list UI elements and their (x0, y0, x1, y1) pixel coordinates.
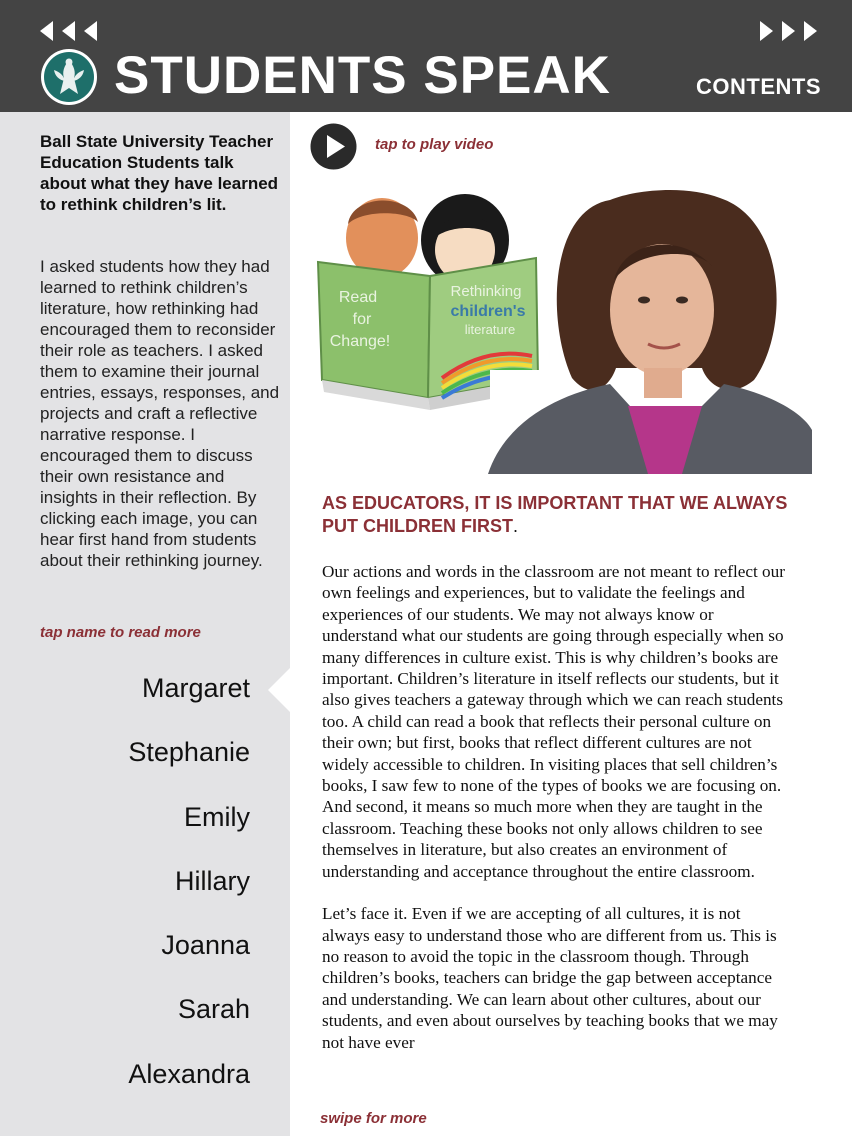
headline-text: AS EDUCATORS, IT IS IMPORTANT THAT WE ALWAYS PUT CHILDREN FIRST (322, 493, 788, 536)
student-name-alexandra[interactable]: Alexandra (128, 1058, 250, 1089)
student-name-list (40, 666, 250, 1116)
student-name-hillary[interactable]: Hillary (174, 865, 250, 896)
article-body[interactable] (322, 561, 792, 1089)
book-right-line-2: children's (450, 303, 526, 320)
tap-to-play-label[interactable]: tap to play video (375, 136, 494, 153)
tap-name-hint: tap name to read more (40, 624, 201, 641)
student-name-emily[interactable]: Emily (184, 801, 250, 832)
book-left-line-2: for (352, 311, 372, 328)
previous-arrows-icon[interactable] (40, 20, 102, 42)
student-name-joanna[interactable]: Joanna (161, 930, 250, 961)
header-bar (0, 0, 852, 112)
book-left-line-1: Read (338, 289, 378, 306)
intro-body: I asked students how they had learned to rethink children’s literature, how rethinking had encouraged them to reconsider their role as teachers. I asked them to examine their journal entries, essays, responses, and projects and craft a reflective narrative response. I encouraged them to discuss their own resistance and insights in their reflection. By clicking each image, you can hear first hand from students about their rethinking journey. (40, 257, 280, 570)
page-title: STUDENTS SPEAK (114, 46, 611, 105)
article-paragraph-2: Let’s face it. Even if we are accepting of all cultures, it is not always easy to understand those who are different from us. This is no reason to avoid the topic in the classroom though. Through children’s books, teachers can bridge the gap between acceptance and understanding. We can learn about other cultures, about our students, and even about ourselves by teaching books that we may not have ever (322, 904, 778, 1052)
book-right-line-3: literature (464, 322, 516, 337)
selection-pointer (268, 668, 290, 712)
book-left-line-3: Change! (329, 333, 391, 350)
article-paragraph-1: Our actions and words in the classroom are not meant to reflect our own feelings and experiences, but to validate the feelings and experiences of our students. We may not always know or understand what our students are going through especially when so many differences in culture exist. This is why children’s books are important. Children’s literature in itself reflects our students, but it also gives teachers a gateway through which we can reach students too. A child can read a book that reflects their personal culture on their own; but first, books that reflect different cultures are not widely accessible to children. In visiting places that sell children’s books, I saw few to none of the types of books we are focusing on. And second, it means so much more when they are taught in the classroom. Teaching these books not only allows children to see themselves in literature, but also creates an environment of understanding and acceptance throughout the entire classroom. (322, 562, 785, 881)
next-arrows-icon[interactable] (756, 20, 818, 42)
swipe-for-more-hint: swipe for more (320, 1110, 427, 1127)
student-name-stephanie[interactable]: Stephanie (128, 737, 250, 768)
play-video-button[interactable] (310, 123, 357, 170)
article-headline (322, 492, 792, 538)
book-right-line-1: Rethinking (450, 283, 522, 300)
contents-link[interactable]: CONTENTS (696, 74, 821, 99)
intro-heading: Ball State University Teacher Education Students talk about what they have learned to rethink children’s lit. (40, 132, 279, 214)
headline-period: . (513, 516, 519, 536)
student-name-margaret[interactable]: Margaret (141, 673, 250, 703)
logo-icon (40, 48, 98, 106)
sidebar (0, 112, 290, 1136)
video-thumbnail[interactable] (310, 180, 812, 474)
student-name-sarah[interactable]: Sarah (177, 994, 250, 1025)
